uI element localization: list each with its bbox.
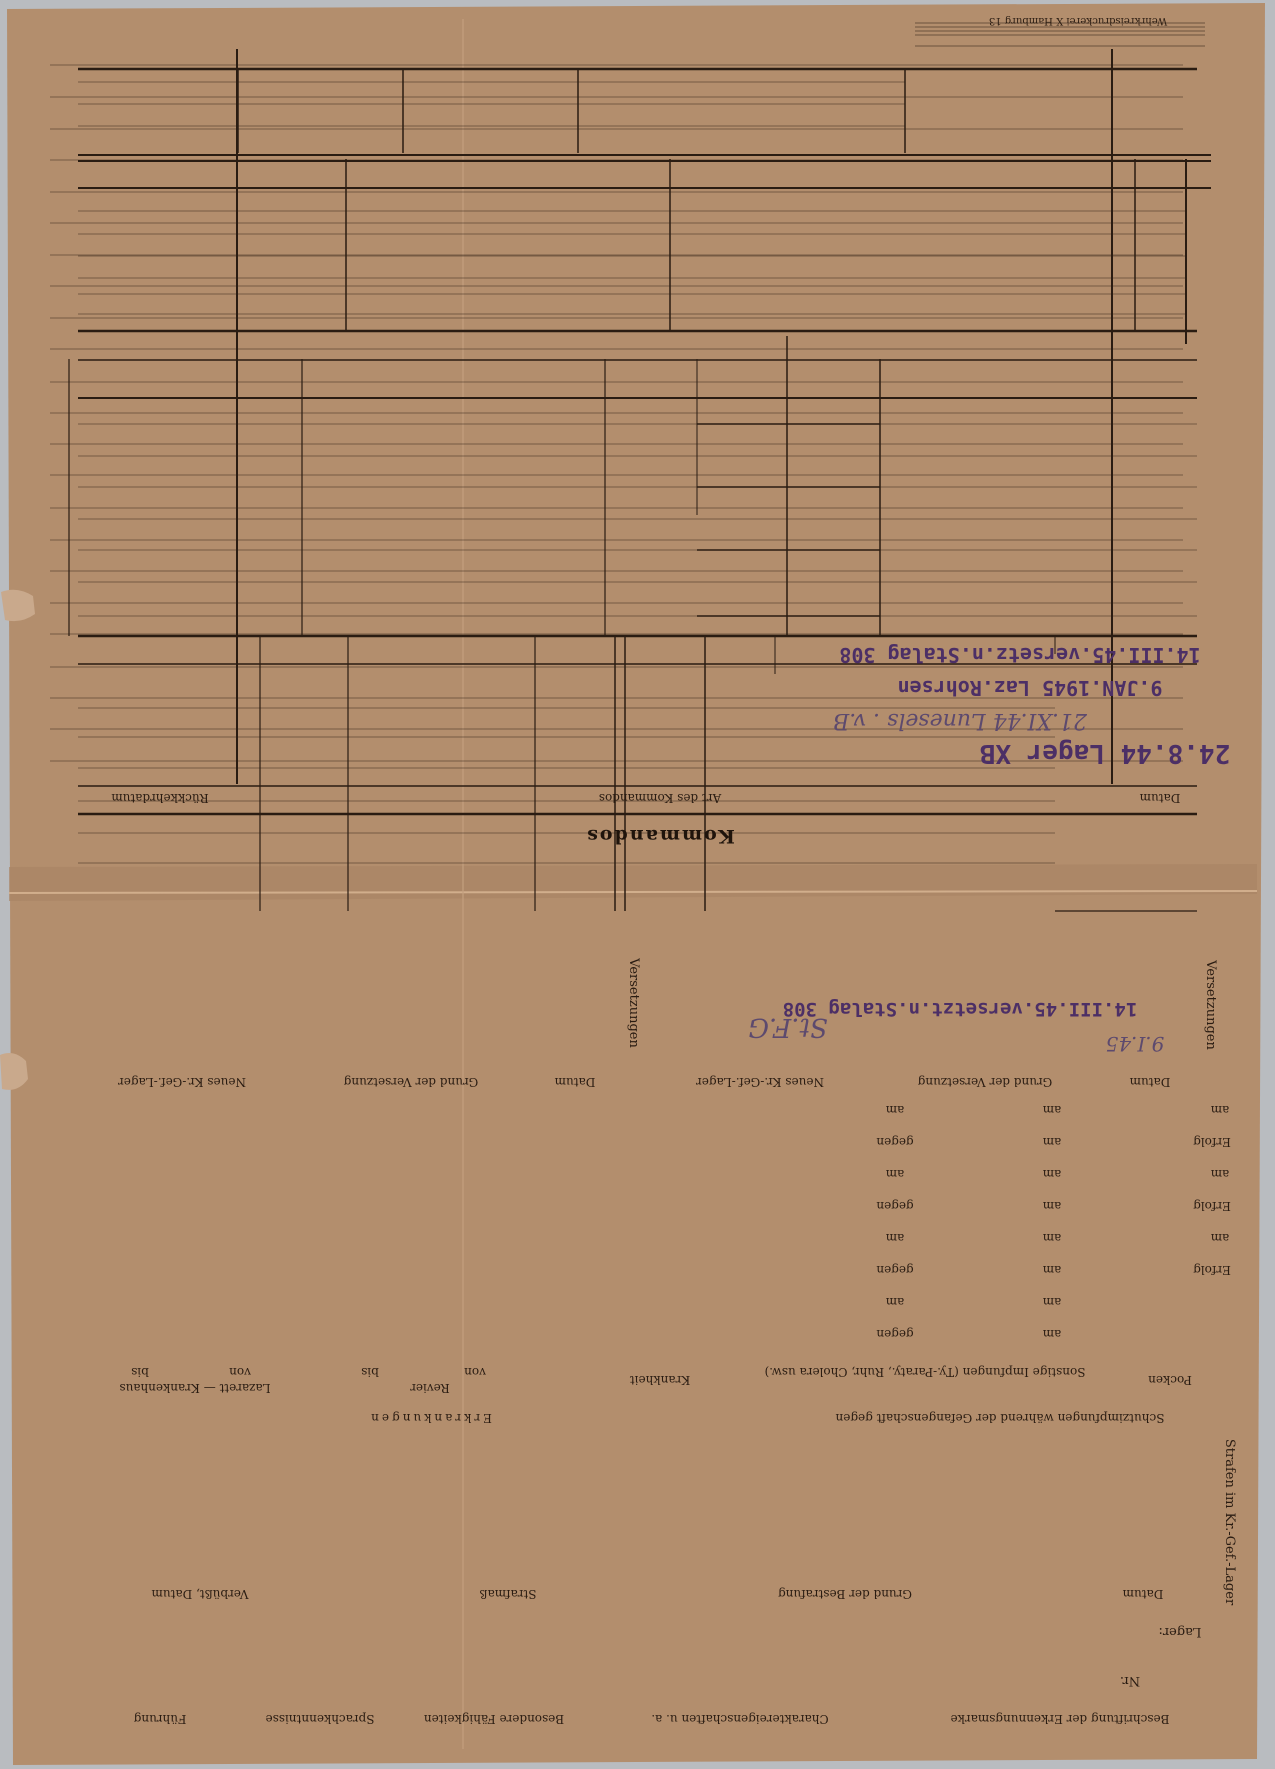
impfung-gegen: gegen: [876, 1263, 914, 1277]
erkrankungen-krankheit: Krankheit: [629, 1373, 691, 1387]
impfung-am: am: [1042, 1167, 1062, 1181]
lager-label: Lager:: [1158, 1624, 1202, 1639]
erkrankungen-lazarett: Lazarett — Krankenhaus: [119, 1381, 271, 1395]
strafen-header-datum: Datum: [1122, 1587, 1164, 1601]
kommandos-stamp-lager: 24.8.44 Lager XB: [979, 738, 1231, 768]
impfung-gegen: gegen: [876, 1199, 914, 1213]
kommandos-title: Kommandos: [585, 825, 735, 847]
versetzungen-handwritten-note: St.F.G: [748, 1012, 828, 1042]
versetzungen-header-datum-2: Datum: [554, 1075, 596, 1089]
impfung-am: am: [1042, 1231, 1062, 1245]
versetzungen-label-left: Versetzungen: [626, 958, 641, 1048]
versetzungen-header-grund: Grund der Versetzung: [917, 1075, 1053, 1089]
kommandos-stamp-lazarett: 9.JAN.1945 Laz.Rohrsen: [897, 676, 1163, 700]
versetzungen-header-lager-2: Neues Kr.-Gef.-Lager: [118, 1075, 246, 1089]
strafen-header-strafmass: Strafmaß: [479, 1587, 537, 1601]
erkrankungen-bis-2: bis: [131, 1365, 149, 1379]
impfung-gegen: gegen: [876, 1327, 914, 1341]
nr-label: Nr.: [1119, 1673, 1141, 1688]
kommandos-handwritten-entry: 21.XI.44 Lunesels . v.B: [833, 708, 1087, 733]
impfung-am-pocken: am: [1210, 1231, 1230, 1245]
versetzungen-stamp: 14.III.45.versetzt.n.Stalag 308: [782, 998, 1138, 1020]
bottom-header-faehigkeiten: Besondere Fähigkeiten: [423, 1712, 565, 1726]
impfungen-header: Schutzimpfungen während der Gefangenschaft gegen: [835, 1411, 1165, 1425]
impfung-erfolg: Erfolg: [1193, 1199, 1231, 1213]
bottom-header-charakter: Charaktereigenschaften u. a.: [651, 1712, 829, 1726]
impfung-am: am: [1042, 1103, 1062, 1117]
impfung-am: am: [1042, 1135, 1062, 1149]
bottom-header-sprachkenntnisse: Sprachkenntnisse: [265, 1712, 375, 1726]
versetzungen-handwritten-date: 9.I.45: [1105, 1032, 1165, 1056]
impfung-am: am: [1042, 1295, 1062, 1309]
erkrankungen-header: Erkrankungen: [368, 1411, 492, 1425]
impfung-am-pocken: am: [1210, 1167, 1230, 1181]
impfung-pocken-label: Pocken: [1148, 1373, 1192, 1387]
impfung-erfolg: Erfolg: [1193, 1135, 1231, 1149]
impfung-am-2: am: [885, 1167, 905, 1181]
versetzungen-header-grund-2: Grund der Versetzung: [343, 1075, 479, 1089]
kommandos-header-datum: Datum: [1139, 791, 1181, 805]
strafen-label: Strafen im Kr.-Gef.-Lager: [1222, 1438, 1237, 1606]
impfung-erfolg: Erfolg: [1193, 1263, 1231, 1277]
versetzungen-header-datum: Datum: [1129, 1075, 1171, 1089]
impfung-am-2: am: [885, 1231, 905, 1245]
impfung-gegen: gegen: [876, 1135, 914, 1149]
bottom-header-erkennungsmarke: Beschriftung der Erkennungsmarke: [950, 1712, 1170, 1726]
kommandos-stamp-versetzt: 14.III.45.versetz.n.Stalag 308: [839, 643, 1201, 667]
impfung-sonstige-label: Sonstige Impfungen (Ty.-Paraty., Ruhr, Cholera usw.): [764, 1365, 1086, 1379]
erkrankungen-von: von: [464, 1365, 486, 1379]
punch-hole-tear: [1, 590, 35, 621]
impfung-am-2: am: [885, 1103, 905, 1117]
impfung-am-pocken: am: [1210, 1103, 1230, 1117]
impfung-am: am: [1042, 1199, 1062, 1213]
erkrankungen-von-2: von: [229, 1365, 251, 1379]
impfung-am-2: am: [885, 1295, 905, 1309]
versetzungen-label-right: Versetzungen: [1203, 960, 1218, 1050]
erkrankungen-revier: Revier: [410, 1381, 450, 1395]
impfung-am: am: [1042, 1327, 1062, 1341]
strafen-header-verbuesst: Verbüßt, Datum: [151, 1587, 249, 1601]
strafen-header-grund: Grund der Bestrafung: [778, 1587, 912, 1601]
kommandos-header-rueckkehr: Rückkehrdatum: [111, 791, 209, 805]
printer-imprint: Wehrkreisdruckerei X Hamburg 13: [988, 15, 1168, 26]
bottom-header-fuehrung: Führung: [133, 1712, 187, 1726]
erkrankungen-bis: bis: [361, 1365, 379, 1379]
kommandos-header-art: Art des Kommandos: [598, 791, 722, 805]
versetzungen-header-lager: Neues Kr.-Gef.-Lager: [696, 1075, 824, 1089]
impfung-am: am: [1042, 1263, 1062, 1277]
